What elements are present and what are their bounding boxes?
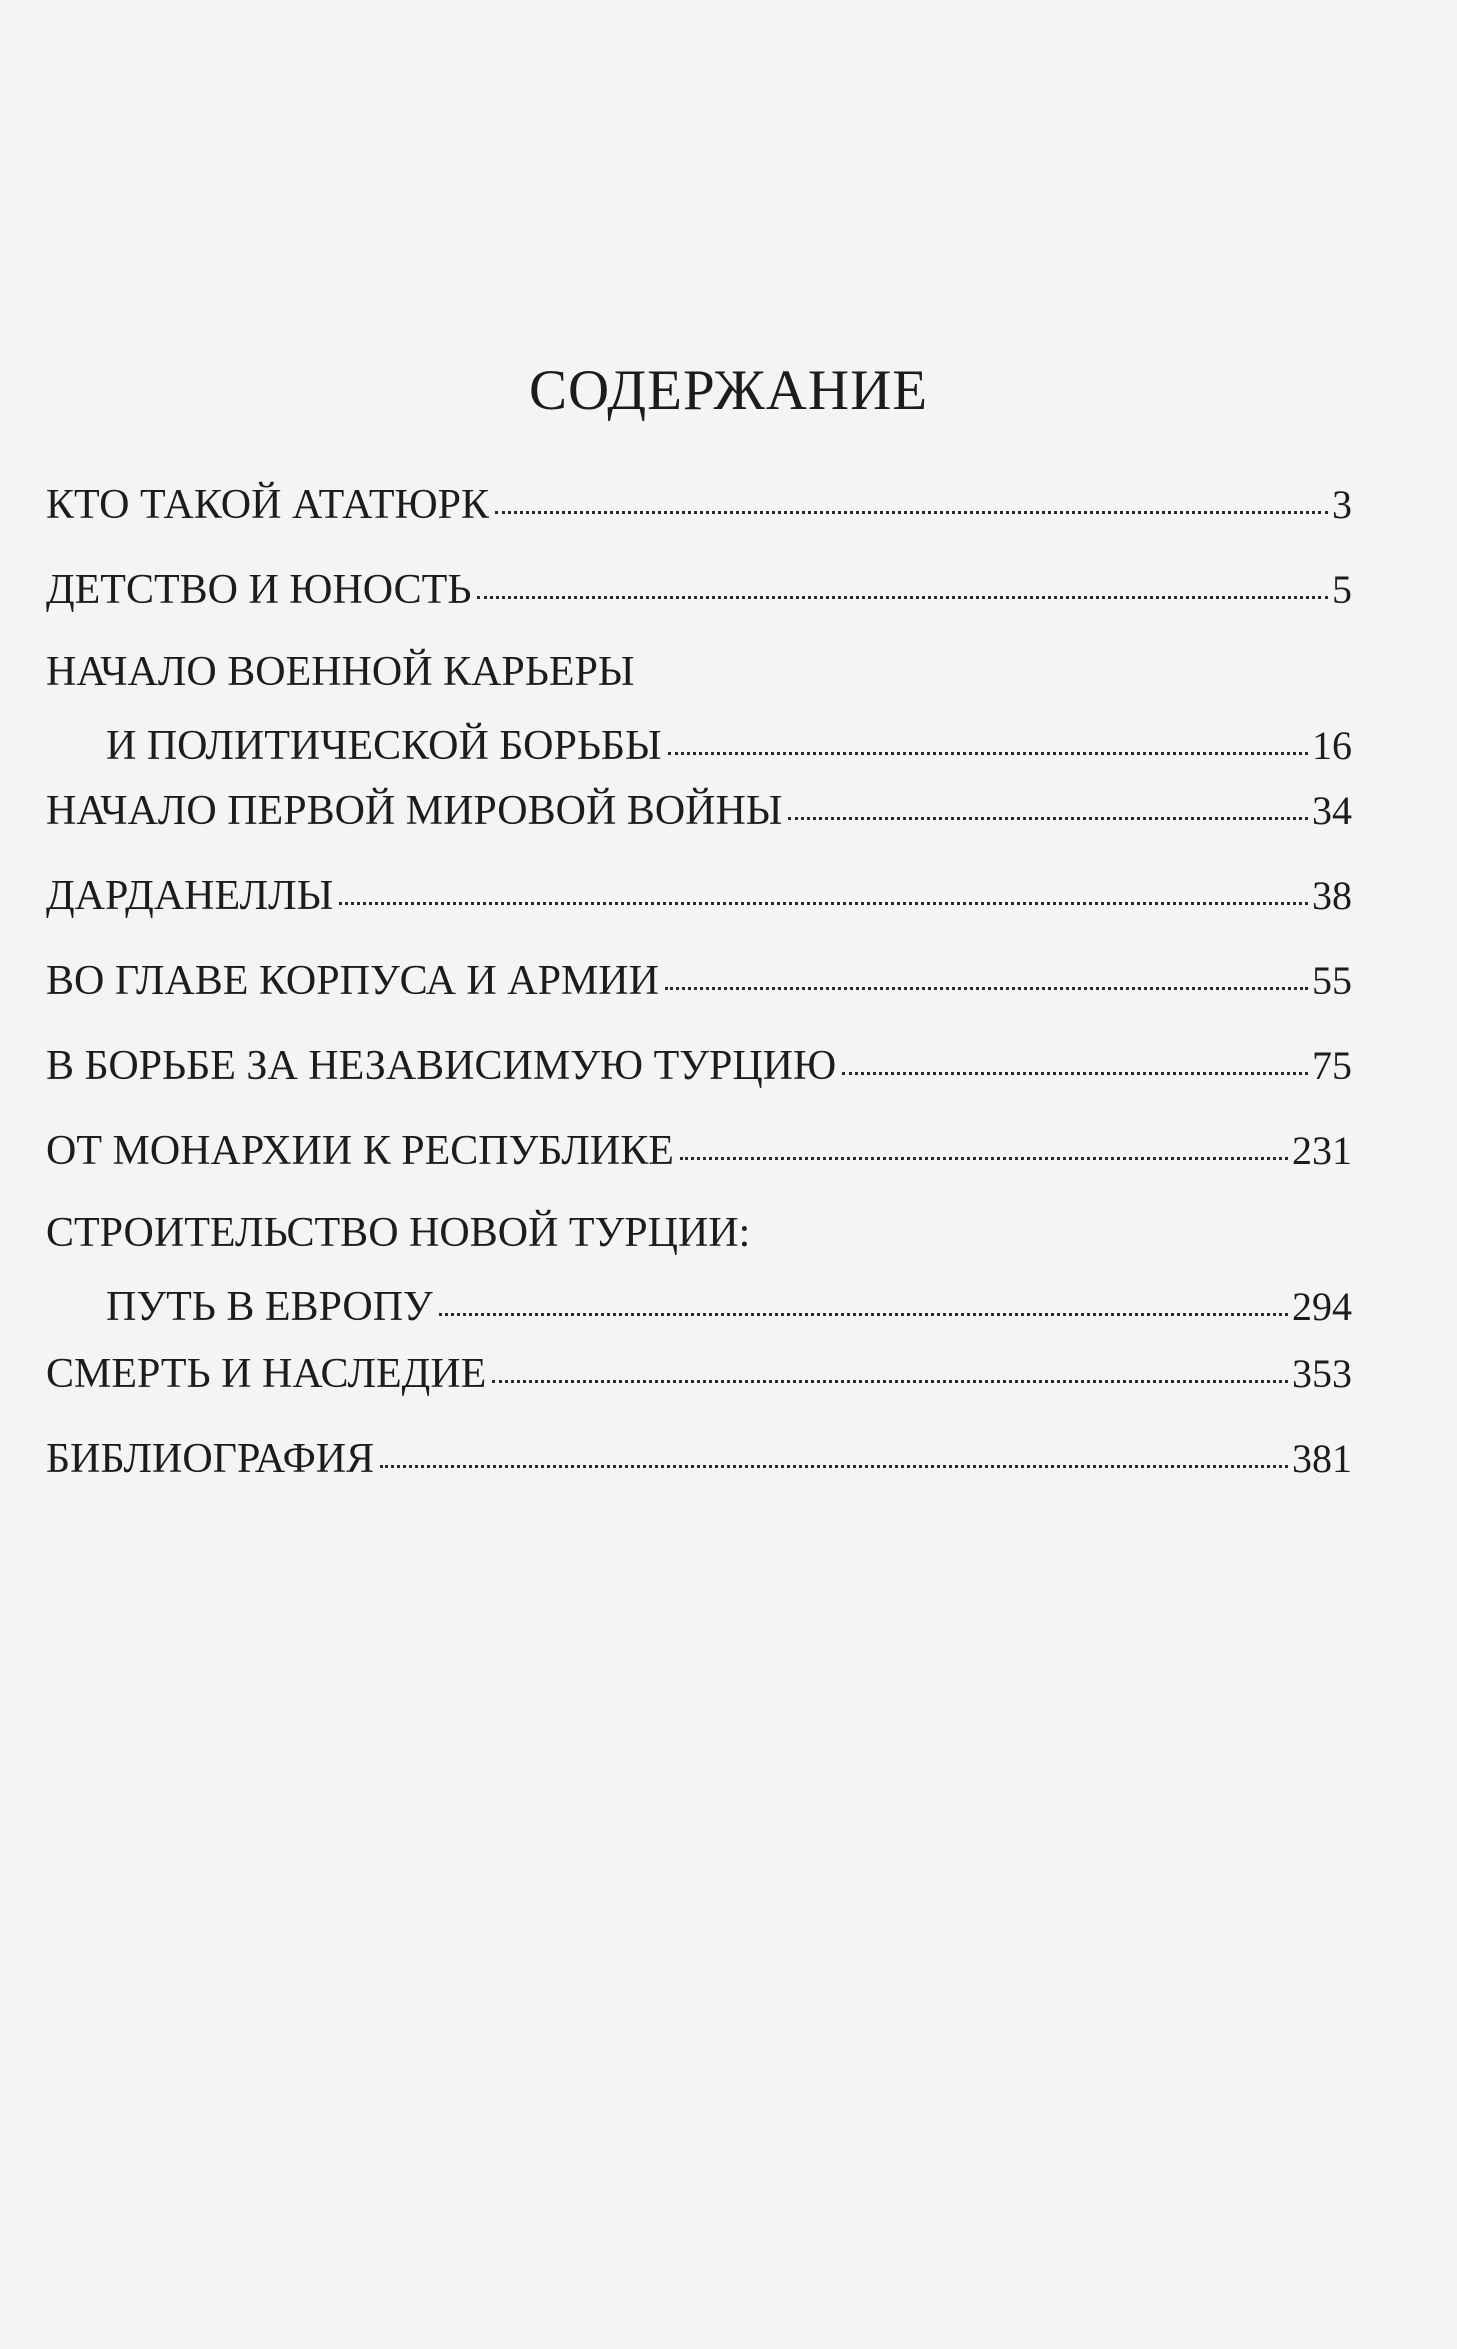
toc-leader-dots: [665, 987, 1308, 990]
toc-entry-title: В БОРЬБЕ ЗА НЕЗАВИСИМУЮ ТУРЦИЮ: [46, 1043, 837, 1089]
toc-page-number: 3: [1332, 482, 1352, 527]
toc-page-number: 34: [1312, 788, 1352, 833]
toc-leader-dots: [495, 511, 1328, 514]
page-title: СОДЕРЖАНИЕ: [528, 359, 929, 422]
toc-entry-title: СМЕРТЬ И НАСЛЕДИЕ: [46, 1351, 487, 1397]
toc-entry: [46, 1130, 1352, 1172]
toc-entry: [46, 790, 1352, 832]
toc-page-number: 16: [1312, 723, 1352, 768]
toc-entry-title: НАЧАЛО ВОЕННОЙ КАРЬЕРЫ: [46, 649, 635, 695]
toc-entry-title: ВО ГЛАВЕ КОРПУСА И АРМИИ: [46, 958, 659, 1004]
toc-entry: [46, 875, 1352, 917]
toc-entry: [46, 651, 1352, 767]
toc-entry: [46, 569, 1352, 611]
toc-entry-title: БИБЛИОГРАФИЯ: [46, 1436, 375, 1482]
toc-entry-title: ДЕТСТВО И ЮНОСТЬ: [46, 567, 472, 613]
toc-leader-dots: [842, 1072, 1308, 1075]
toc-entry: [46, 1045, 1352, 1087]
toc-page-number: 353: [1292, 1351, 1352, 1396]
toc-entry-title-continued: И ПОЛИТИЧЕСКОЙ БОРЬБЫ: [106, 723, 662, 769]
toc-entry: [46, 1353, 1352, 1395]
toc-page-number: 5: [1332, 567, 1352, 612]
toc-leader-dots: [492, 1380, 1288, 1383]
toc-entry: [46, 1212, 1352, 1328]
toc-entry-title: ДАРДАНЕЛЛЫ: [46, 873, 334, 919]
toc-leader-dots: [380, 1465, 1288, 1468]
toc-leader-dots: [477, 596, 1328, 599]
toc-entry-title: КТО ТАКОЙ АТАТЮРК: [46, 482, 490, 528]
toc-page-number: 294: [1292, 1284, 1352, 1329]
toc-entry: [46, 960, 1352, 1002]
toc-entry-title-continued: ПУТЬ В ЕВРОПУ: [106, 1284, 433, 1330]
toc-page-number: 55: [1312, 958, 1352, 1003]
toc-entry-title: СТРОИТЕЛЬСТВО НОВОЙ ТУРЦИИ:: [46, 1210, 751, 1256]
toc-entry: [46, 1438, 1352, 1480]
toc-entry-title: НАЧАЛО ПЕРВОЙ МИРОВОЙ ВОЙНЫ: [46, 788, 783, 834]
toc-entry-title: ОТ МОНАРХИИ К РЕСПУБЛИКЕ: [46, 1128, 674, 1174]
toc-page-number: 381: [1292, 1436, 1352, 1481]
toc-entry: [46, 484, 1352, 526]
toc-leader-dots: [668, 752, 1308, 755]
toc-leader-dots: [339, 902, 1308, 905]
toc-leader-dots: [788, 817, 1308, 820]
toc-page-number: 38: [1312, 873, 1352, 918]
toc-leader-dots: [439, 1313, 1288, 1316]
toc-page-number: 75: [1312, 1043, 1352, 1088]
toc-leader-dots: [680, 1157, 1288, 1160]
toc-page-number: 231: [1292, 1128, 1352, 1173]
